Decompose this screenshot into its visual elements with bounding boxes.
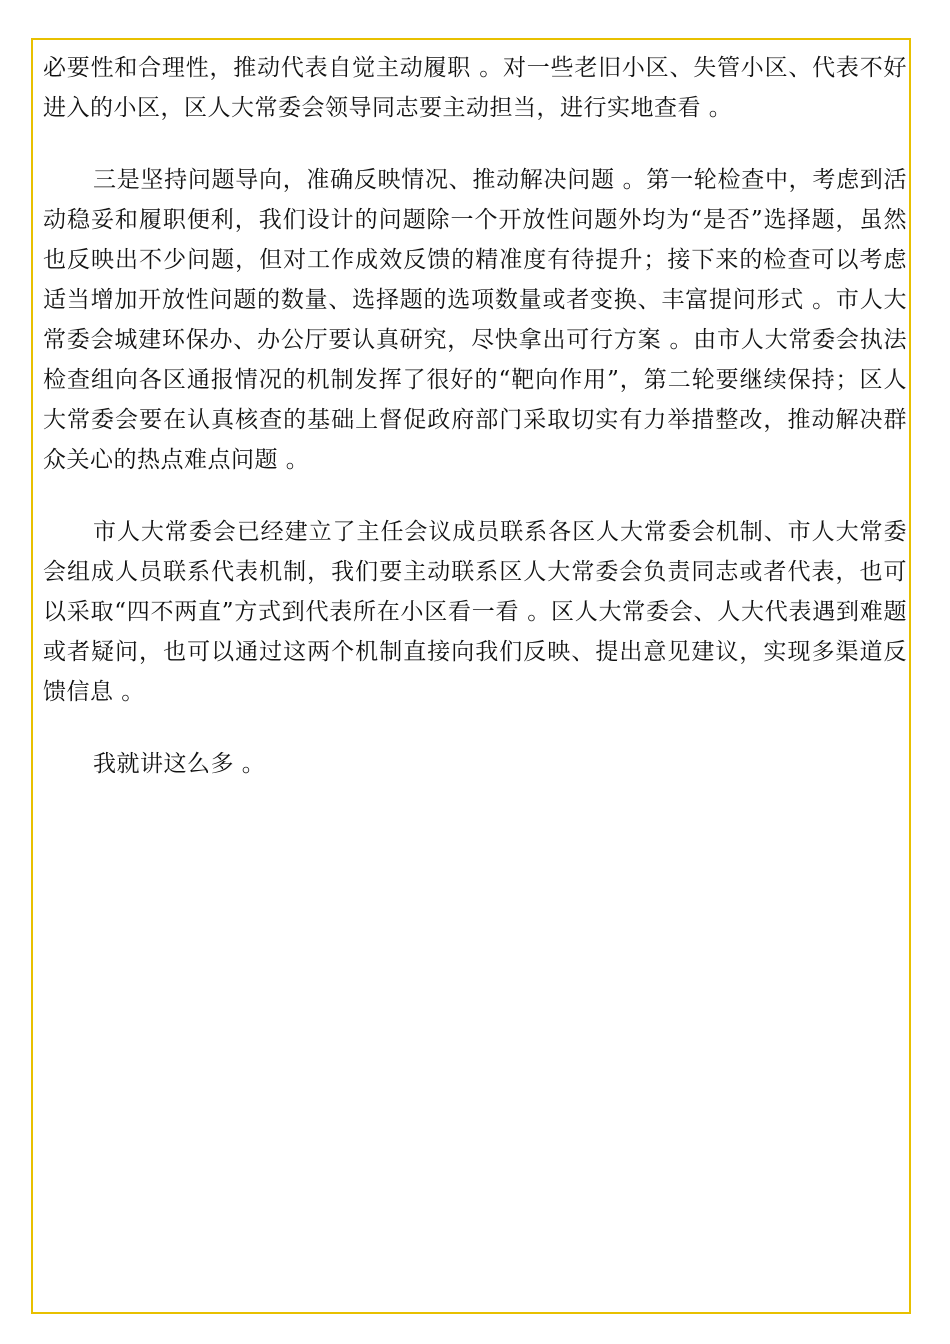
paragraph-gap bbox=[43, 712, 907, 744]
paragraph-2: 三是坚持问题导向，准确反映情况、推动解决问题 。第一轮检查中，考虑到活动稳妥和履职便利，我们设计的问题除一个开放性问题外均为“是否”选择题，虽然也反映出不少问题，但对工作成效反馈的精准度有待提升；接下来的检查可以考虑适当增加开放性问题的数量、选择题的选项数量或者变换、丰富提问形式 。市人大常委会城建环保办、办公厅要认真研究，尽快拿出可行方案 。由市人大常委会执法检查组向各区通报情况的机制发挥了很好的“靶向作用”，第二轮要继续保持；区人大常委会要在认真核查的基础上督促政府部门采取切实有力举措整改，推动解决群众关心的热点难点问题 。 bbox=[43, 167, 907, 473]
paragraph-1: 必要性和合理性，推动代表自觉主动履职 。对一些老旧小区、失管小区、代表不好进入的小区，区人大常委会领导同志要主动担当，进行实地查看 。 bbox=[43, 55, 907, 121]
paragraph-3: 市人大常委会已经建立了主任会议成员联系各区人大常委会机制、市人大常委会组成人员联系代表机制，我们要主动联系区人大常委会负责同志或者代表，也可以采取“四不两直”方式到代表所在小区看一看 。区人大常委会、人大代表遇到难题或者疑问，也可以通过这两个机制直接向我们反映、提出意见建议，实现多渠道反馈信息 。 bbox=[43, 519, 907, 705]
paragraph-4: 我就讲这么多 。 bbox=[93, 751, 266, 777]
paragraph-gap bbox=[43, 480, 907, 512]
document-body bbox=[43, 48, 907, 784]
paragraph-gap bbox=[43, 128, 907, 160]
